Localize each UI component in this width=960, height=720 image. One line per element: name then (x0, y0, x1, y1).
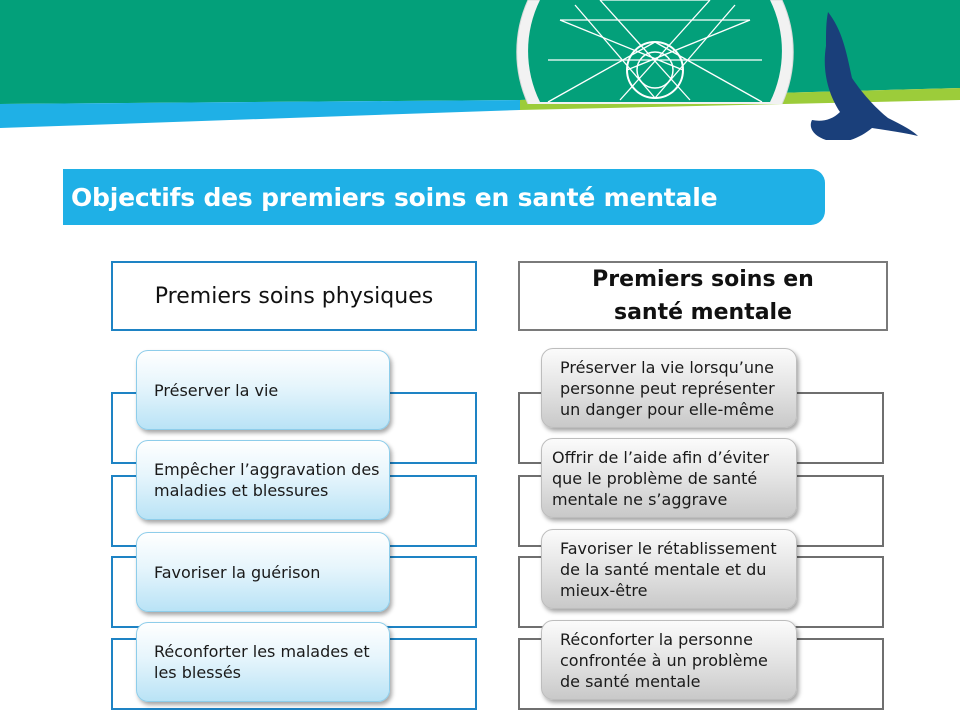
right-objective-card (541, 348, 797, 428)
title-bar (63, 169, 825, 225)
right-objective-card (541, 529, 797, 609)
objective-text: Préserver la vie lorsqu’une personne peut représenter un danger pour elle-même (560, 357, 775, 419)
left-column-header: Premiers soins physiques (111, 261, 477, 331)
dreamcatcher-icon (517, 0, 793, 104)
right-column-header: Premiers soins en santé mentale (518, 261, 888, 331)
page-title: Objectifs des premiers soins en santé mentale (71, 182, 718, 212)
objective-text: Réconforter les malades et les blessés (154, 642, 370, 682)
left-objective-card (136, 440, 390, 520)
left-objective-card (136, 350, 390, 430)
objective-text: Offrir de l’aide afin d’éviter que le problème de santé mentale ne s’aggrave (552, 447, 770, 509)
right-objective-card (541, 620, 797, 700)
objective-text: Préserver la vie (154, 380, 279, 400)
left-objective-card (136, 622, 390, 702)
objective-text: Empêcher l’aggravation des maladies et blessures (154, 460, 380, 500)
left-objective-card (136, 532, 390, 612)
right-objective-card (541, 438, 797, 518)
objective-text: Favoriser la guérison (154, 562, 321, 582)
header-banner (0, 0, 960, 140)
objective-text: Réconforter la personne confrontée à un problème de santé mentale (560, 629, 768, 691)
objective-text: Favoriser le rétablissement de la santé mentale et du mieux-être (560, 538, 777, 600)
